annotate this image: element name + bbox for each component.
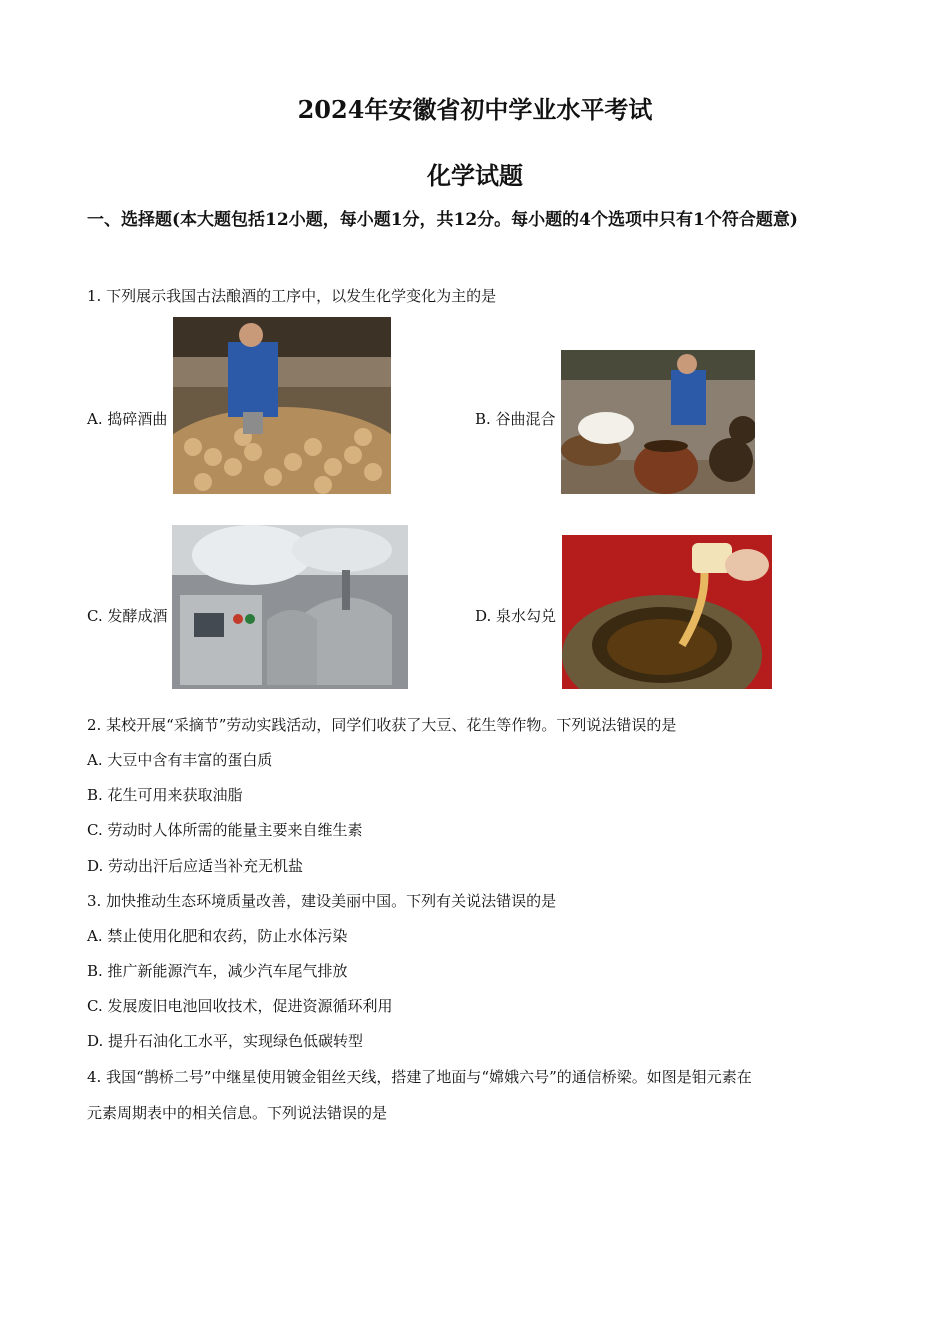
q1-option-a-label: A. 捣碎酒曲 [87, 410, 168, 428]
q1-option-d-photo [562, 535, 772, 689]
section-heading: 一、选择题(本大题包括12小题，每小题1分，共12分。每小题的4个选项中只有1个符合题意) [87, 210, 798, 230]
question-4-stem-line-2: 元素周期表中的相关信息。下列说法错误的是 [87, 1104, 388, 1122]
question-3-stem: 3. 加快推动生态环境质量改善，建设美丽中国。下列有关说法错误的是 [87, 892, 557, 910]
q2-option-b: B. 花生可用来获取油脂 [87, 786, 243, 804]
q2-option-c: C. 劳动时人体所需的能量主要来自维生素 [87, 821, 363, 839]
question-1-stem: 1. 下列展示我国古法酿酒的工序中，以发生化学变化为主的是 [87, 287, 497, 305]
exam-title: 2024年安徽省初中学业水平考试 [297, 95, 653, 124]
q3-option-b: B. 推广新能源汽车，减少汽车尾气排放 [87, 962, 348, 980]
exam-subtitle: 化学试题 [427, 161, 523, 190]
q3-option-c: C. 发展废旧电池回收技术，促进资源循环利用 [87, 997, 393, 1015]
q3-option-d: D. 提升石油化工水平，实现绿色低碳转型 [87, 1032, 364, 1050]
q2-option-d: D. 劳动出汗后应适当补充无机盐 [87, 857, 304, 875]
q1-option-a-photo [173, 317, 391, 494]
q3-option-a: A. 禁止使用化肥和农药，防止水体污染 [87, 927, 348, 945]
question-4-stem-line-1: 4. 我国“鹊桥二号”中继星使用镀金钼丝天线，搭建了地面与“嫦娥六号”的通信桥梁。如图是钼元素在 [87, 1068, 752, 1086]
q1-option-c-photo [172, 525, 408, 689]
q2-option-a: A. 大豆中含有丰富的蛋白质 [87, 751, 273, 769]
q1-option-b-photo [561, 350, 755, 494]
q1-option-c-label: C. 发酵成酒 [87, 607, 168, 625]
question-2-stem: 2. 某校开展“采摘节”劳动实践活动，同学们收获了大豆、花生等作物。下列说法错误的是 [87, 716, 677, 734]
q1-option-b-label: B. 谷曲混合 [475, 410, 556, 428]
q1-option-d-label: D. 泉水勾兑 [475, 607, 557, 625]
